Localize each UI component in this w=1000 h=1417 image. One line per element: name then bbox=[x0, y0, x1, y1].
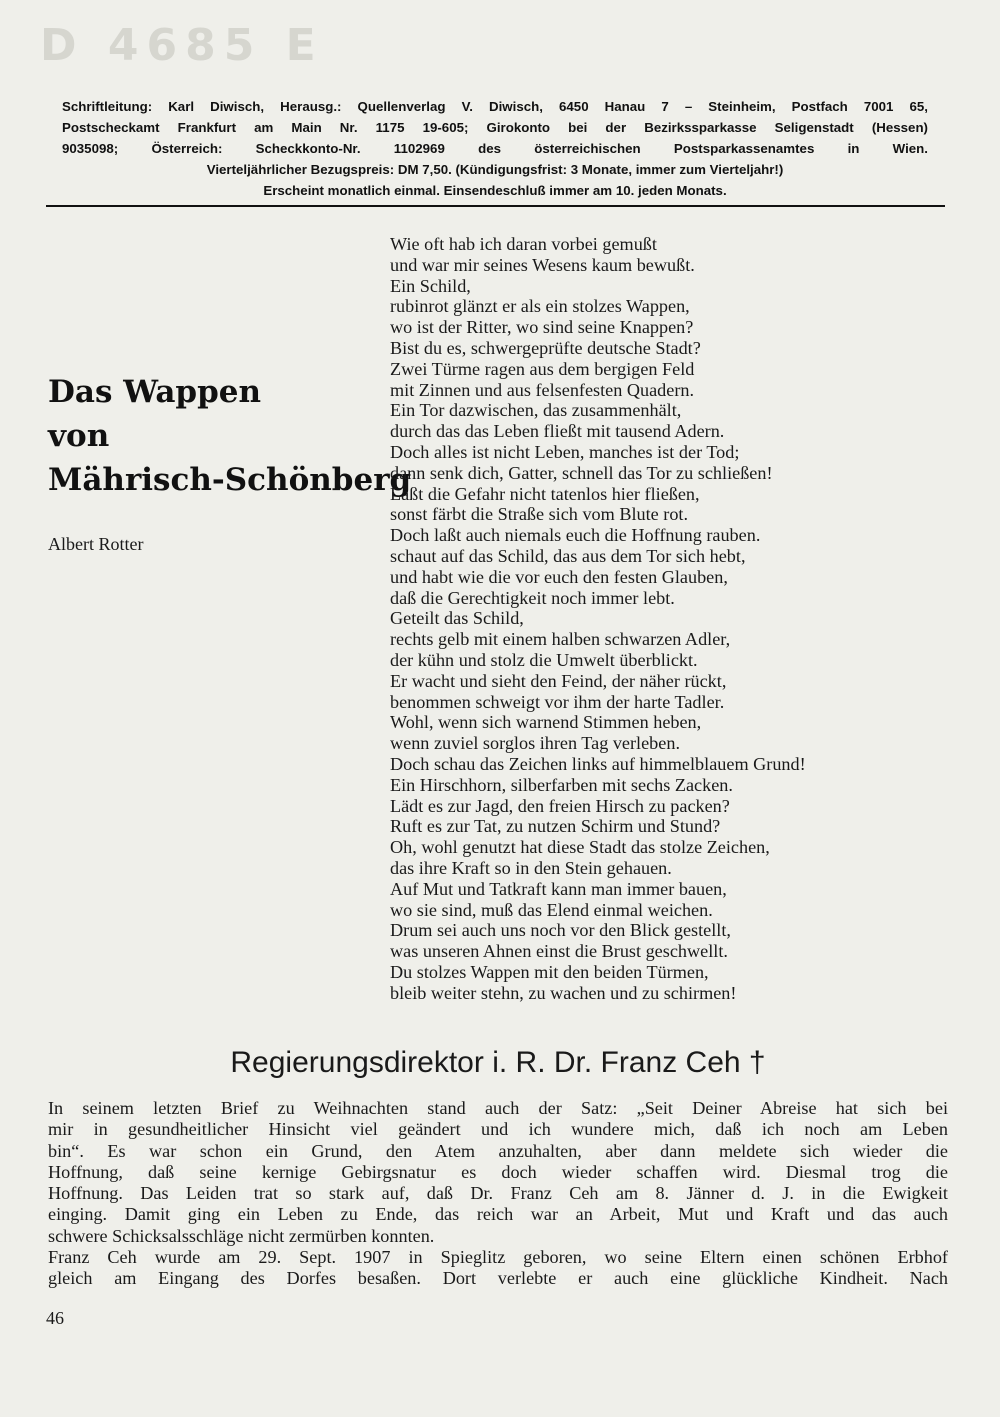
poem-line: Ein Tor dazwischen, das zusammenhält, bbox=[390, 400, 682, 421]
poem-line: und war mir seines Wesens kaum bewußt. bbox=[390, 254, 695, 275]
poem-line: benommen schweigt vor ihm der harte Tadler. bbox=[390, 691, 725, 712]
poem-line: Du stolzes Wappen mit den beiden Türmen, bbox=[390, 961, 709, 982]
poem-line: das ihre Kraft so in den Stein gehauen. bbox=[390, 857, 672, 878]
poem-line: Wohl, wenn sich warnend Stimmen heben, bbox=[390, 712, 702, 733]
poem-title-line: Mährisch-Schönberg bbox=[48, 462, 412, 498]
poem-line: schaut auf das Schild, das aus dem Tor sich hebt, bbox=[390, 545, 746, 566]
obituary-line: Franz Ceh wurde am 29. Sept. 1907 in Spieglitz geboren, wo seine Eltern einen schönen Erbhof bbox=[48, 1247, 948, 1268]
poem-title-line: von bbox=[48, 418, 110, 454]
obituary-line: mir in gesundheitlicher Hinsicht viel geändert und ich wundere mich, daß ich noch am Leben bbox=[48, 1119, 948, 1140]
masthead-info bbox=[62, 96, 928, 201]
poem-line: wo sie sind, muß das Elend einmal weichen. bbox=[390, 899, 713, 920]
obituary-line: gleich am Eingang des Dorfes besaßen. Dort verlebte er auch eine glückliche Kindheit. Nach bbox=[48, 1268, 948, 1289]
poem-line: Oh, wohl genutzt hat diese Stadt das stolze Zeichen, bbox=[390, 837, 770, 858]
poem-line: Geteilt das Schild, bbox=[390, 608, 524, 629]
obituary-line: Hoffnung, daß seine kernige Gebirgsnatur es doch wieder schaffen wird. Diesmal trog die bbox=[48, 1161, 948, 1182]
poem-line: Doch schau das Zeichen links auf himmelblauem Grund! bbox=[390, 753, 806, 774]
page-number: 46 bbox=[46, 1308, 64, 1328]
obituary-line: Hoffnung. Das Leiden trat so stark auf, daß Dr. Franz Ceh am 8. Jänner d. J. in die Ewigkeit bbox=[48, 1183, 948, 1204]
bleed-through-text: D 4685 E bbox=[40, 20, 324, 71]
poem-line: rubinrot glänzt er als ein stolzes Wappen, bbox=[390, 296, 690, 317]
poem-line: Laßt die Gefahr nicht tatenlos hier fließen, bbox=[390, 483, 700, 504]
poem-line: rechts gelb mit einem halben schwarzen Adler, bbox=[390, 629, 731, 650]
poem-line: der kühn und stolz die Umwelt überblickt. bbox=[390, 649, 698, 670]
poem-line: Bist du es, schwergeprüfte deutsche Stadt? bbox=[390, 337, 701, 358]
poem-line: Wie oft hab ich daran vorbei gemußt bbox=[390, 234, 657, 254]
poem-line: Doch alles ist nicht Leben, manches ist der Tod; bbox=[390, 441, 740, 462]
poem-line: Ein Schild, bbox=[390, 275, 471, 296]
poem-line: Zwei Türme ragen aus dem bergigen Feld bbox=[390, 358, 695, 379]
obituary-line: bin“. Es war schon ein Grund, den Atem anzuhalten, aber dann meldete sich wieder die bbox=[48, 1140, 948, 1161]
obituary-title: Regierungsdirektor i. R. Dr. Franz Ceh † bbox=[230, 1046, 766, 1079]
poem-line: wenn zuviel sorglos ihren Tag verleben. bbox=[390, 733, 680, 754]
obituary-line: einging. Damit ging ein Leben zu Ende, das reich war an Arbeit, Mut und Kraft und das auch bbox=[48, 1204, 948, 1225]
poem-line: Doch laßt auch niemals euch die Hoffnung rauben. bbox=[390, 525, 761, 546]
header-divider bbox=[46, 205, 945, 207]
poem-author: Albert Rotter bbox=[48, 534, 144, 554]
poem-line: bleib weiter stehn, zu wachen und zu schirmen! bbox=[390, 982, 737, 1003]
obituary-line: schwere Schicksalsschläge nicht zermürben konnten. bbox=[48, 1225, 435, 1246]
poem-line: mit Zinnen und aus felsenfesten Quadern. bbox=[390, 379, 695, 400]
obituary-body bbox=[48, 1098, 948, 1290]
poem-body bbox=[390, 234, 950, 1003]
poem-line: durch das das Leben fließt mit tausend Adern. bbox=[390, 421, 725, 442]
header-line: Erscheint monatlich einmal. Einsendeschluß immer am 10. jeden Monats. bbox=[263, 183, 727, 198]
header-line: Schriftleitung: Karl Diwisch, Herausg.: Quellenverlag V. Diwisch, 6450 Hanau 7 – Steinheim, Postfach 7001 65, bbox=[62, 99, 928, 114]
poem-line: sonst färbt die Straße sich vom Blute rot. bbox=[390, 504, 689, 525]
poem-line: dann senk dich, Gatter, schnell das Tor zu schließen! bbox=[390, 462, 773, 483]
poem-line: Ruft es zur Tat, zu nutzen Schirm und Stund? bbox=[390, 816, 721, 837]
poem-line: wo ist der Ritter, wo sind seine Knappen? bbox=[390, 317, 694, 338]
header-line: 9035098; Österreich: Scheckkonto-Nr. 1102969 des österreichischen Postsparkassenamtes in Wien. bbox=[62, 141, 928, 156]
poem-line: Lädt es zur Jagd, den freien Hirsch zu packen? bbox=[390, 795, 730, 816]
poem-line: und habt wie die vor euch den festen Glauben, bbox=[390, 566, 728, 587]
poem-title bbox=[48, 370, 411, 502]
header-line: Postscheckamt Frankfurt am Main Nr. 1175 19-605; Girokonto bei der Bezirkssparkasse Seligenstadt (Hessen) bbox=[62, 120, 928, 135]
poem-line: daß die Gerechtigkeit noch immer lebt. bbox=[390, 587, 675, 608]
poem-line: Ein Hirschhorn, silberfarben mit sechs Zacken. bbox=[390, 774, 733, 795]
poem-line: Drum sei auch uns noch vor den Blick gestellt, bbox=[390, 920, 731, 941]
poem-title-line: Das Wappen bbox=[48, 374, 262, 410]
header-line: Vierteljährlicher Bezugspreis: DM 7,50. (Kündigungsfrist: 3 Monate, immer zum Vierteljahr!) bbox=[206, 162, 784, 177]
poem-line: Auf Mut und Tatkraft kann man immer bauen, bbox=[390, 878, 727, 899]
obituary-line: In seinem letzten Brief zu Weihnachten stand auch der Satz: „Seit Deiner Abreise hat sich bei bbox=[48, 1098, 948, 1118]
poem-line: Er wacht und sieht den Feind, der näher rückt, bbox=[390, 670, 727, 691]
poem-line: was unseren Ahnen einst die Brust geschwellt. bbox=[390, 941, 728, 962]
